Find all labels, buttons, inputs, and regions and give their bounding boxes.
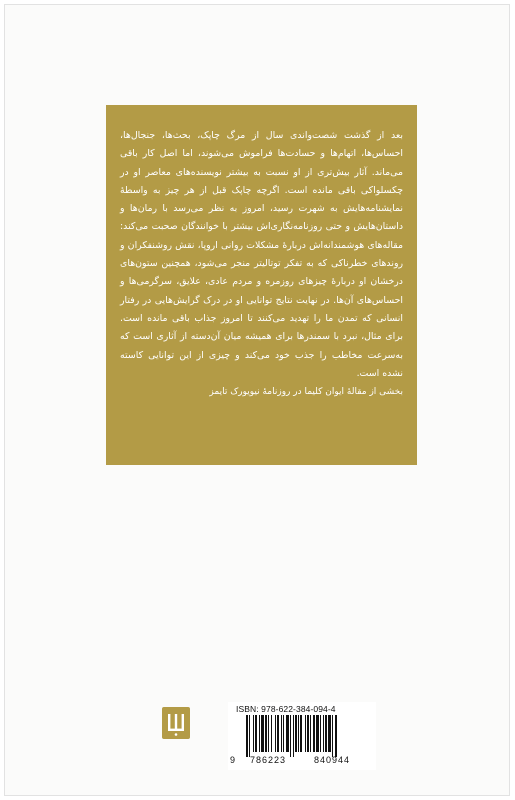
barcode-bar [335, 715, 337, 757]
isbn-label: ISBN: 978-622-384-094-4 [236, 704, 336, 714]
barcode-bar [298, 715, 299, 752]
barcode-bar [310, 715, 311, 752]
barcode-bar [281, 715, 282, 752]
barcode-bar [293, 715, 294, 757]
barcode-bar [253, 715, 254, 752]
barcode-bar [313, 715, 315, 752]
blurb-paragraph: بعد از گذشت شصت‌واندی سال از مرگ چاپک، بحث‌ها، جنجال‌ها، احساس‌ها، اتهام‌ها و حسادت‌ها فراموش می‌شوند، اما اصل کار باقی می‌ماند. آثار بیش‌تری از او نسبت به بیشتر نویسنده‌های معاصر او در چکسلواکی باقی مانده است. اگرچه چاپک قبل از هر چیز به واسطهٔ نمایشنامه‌هایش به شهرت رسید، امروز به نظر می‌رسد با رمان‌ها و داستان‌هایش و حتی روزنامه‌نگاری‌اش بیشتر با خوانندگان صحبت می‌کند: مقاله‌های هوشمندانه‌اش دربارهٔ مشکلات روانی اروپا، نقش روشنفکران و روندهای خطرناکی که به تفکر توتالیتر منجر می‌شود، همچنین ستون‌های درخشان او دربارهٔ چیزهای روزمره و مردم عادی، علایق، سرگرمی‌ها و احساس‌های آن‌ها. در نهایت نتایج توانایی او در درک گرایش‌هایی در رفتار انسانی که تمدن ما را تهدید می‌کنند تا امروز جذاب باقی مانده است. برای مثال، نبرد با سمندرها برای همیشه میان آن‌دسته از آثاری است که به‌سرعت مخاطب را جذب خود می‌کند و چیزی از این توانایی کاسته نشده است. [120, 130, 403, 379]
barcode-bar [305, 715, 306, 752]
back-cover [4, 4, 510, 796]
barcode-bar [307, 715, 309, 752]
barcode-bar [275, 715, 276, 752]
barcode-bar [295, 715, 297, 752]
barcode-bar [300, 715, 302, 752]
barcode-bar [323, 715, 324, 752]
barcode-bar [332, 715, 333, 757]
barcode-bar [277, 715, 279, 752]
barcode-bar [286, 715, 289, 752]
blurb-source: بخشی از مقالهٔ ایوان کلیما در روزنامهٔ نیویورک تایمز [209, 387, 403, 398]
barcode-bar [268, 715, 269, 752]
barcode-bar [283, 715, 284, 752]
barcode-digit-first: 9 [230, 755, 237, 765]
barcode-bar [325, 715, 327, 752]
barcode-bar [259, 715, 260, 752]
barcode-bar [316, 715, 319, 752]
barcode-bar [265, 715, 267, 752]
barcode-digits-right: 840944 [314, 755, 351, 765]
publisher-logo-icon [162, 707, 190, 739]
barcode-bar [249, 715, 250, 757]
barcode-bars [234, 715, 370, 757]
barcode-digits-left: 786223 [250, 755, 287, 765]
barcode-bar [255, 715, 257, 752]
barcode-bar [271, 715, 272, 752]
isbn-barcode [228, 702, 376, 770]
barcode-bar [261, 715, 264, 752]
barcode-bar [328, 715, 331, 752]
blurb-panel [106, 105, 417, 465]
barcode-bar [320, 715, 321, 752]
barcode-bar [246, 715, 248, 757]
barcode-bar [290, 715, 291, 757]
